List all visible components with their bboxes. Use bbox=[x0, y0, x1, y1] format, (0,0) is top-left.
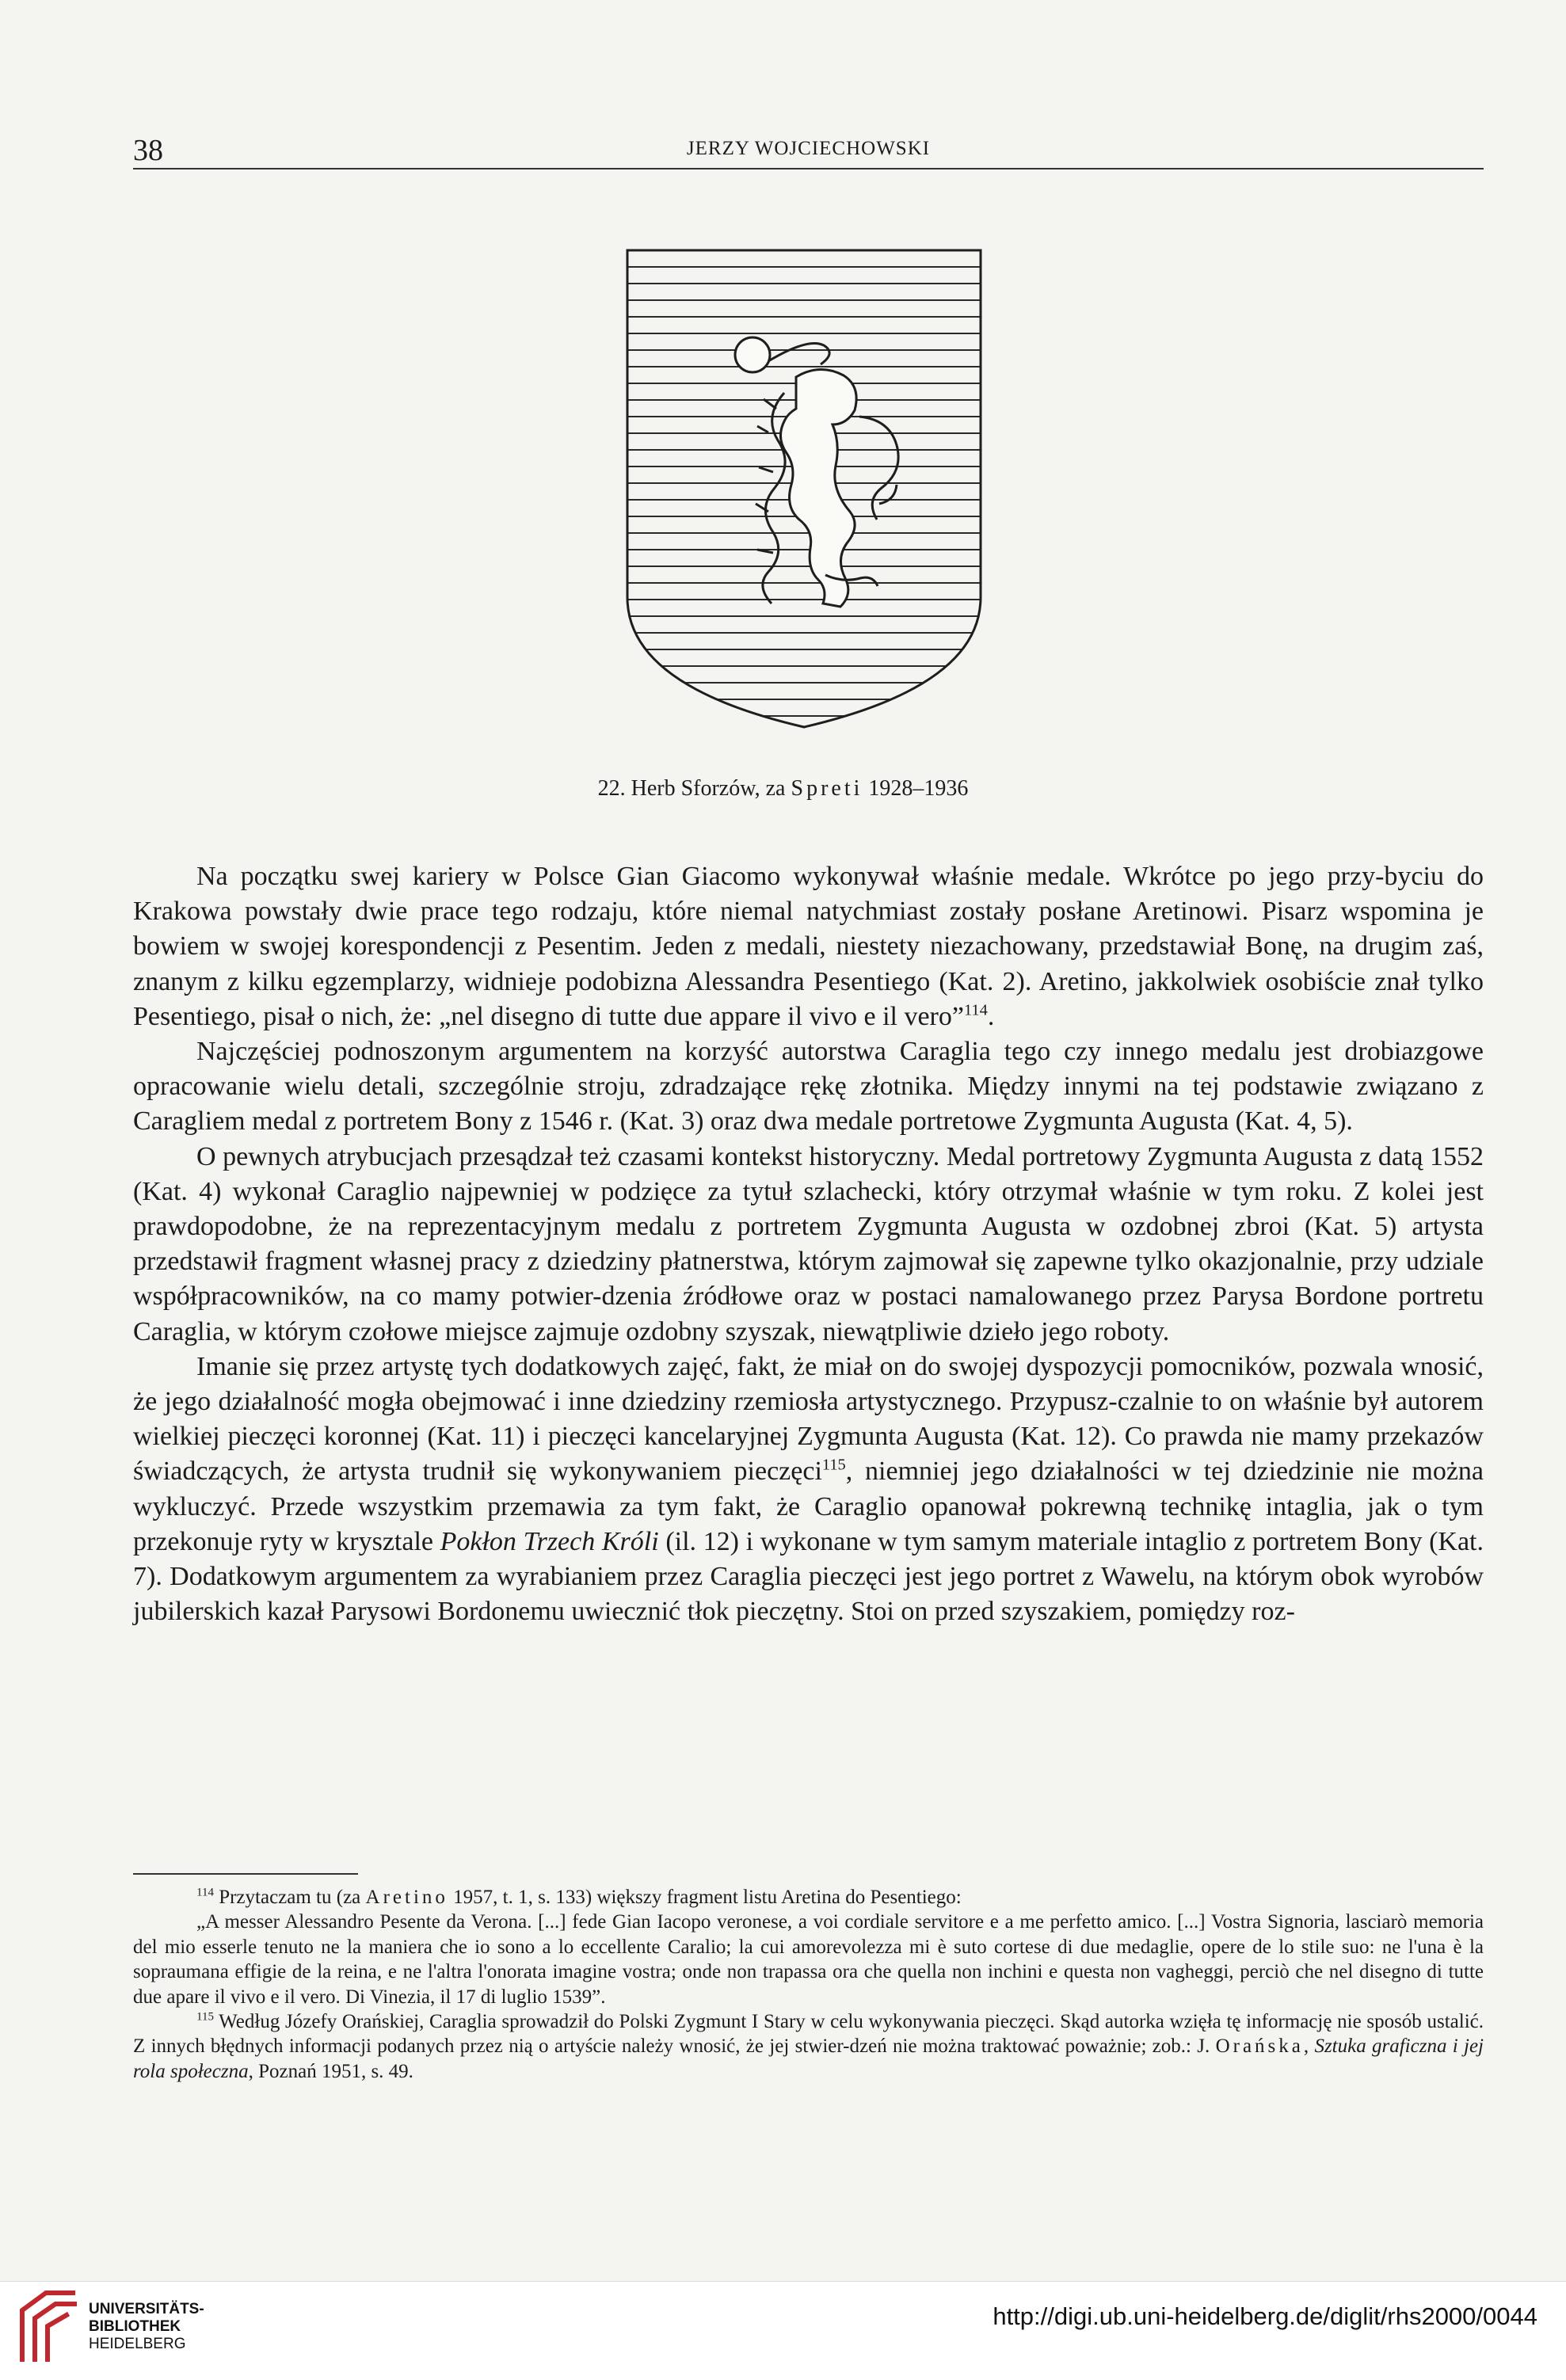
main-text bbox=[133, 859, 1484, 1629]
document-url-link[interactable]: http://digi.ub.uni-heidelberg.de/diglit/rhs2000/0044 bbox=[993, 2302, 1537, 2330]
footnote-114-quote: „A messer Alessandro Pesente da Verona. [...] fede Gian Iacopo veronese, a voi cordiale servitore e a me perfetto amico. [...] Vostra Signoria, lasciarò memoria del mio esserle tenuto ne la maniera che io sono a lo eccellente Caralio; la cui amorevolezza mi è suto cortese di due medaglie, opere de lo stile suo: ne l'una è la sopraumana effigie de la reina, e ne l'altra l'onorata imagine vostra; onde non trapassa ora che quella non inchini e questa non vagheggi, perciò che nel disegno di tutte due apare il vivo e il vero. Di Vinezia, il 17 di luglio 1539”. bbox=[133, 1911, 1484, 2008]
footnote-115-separator: , bbox=[1303, 2035, 1315, 2058]
footnote-114-number: 114 bbox=[196, 1886, 214, 1899]
paragraph-4-text-b: , niemniej jego działalności w tej dziedzinie nie można wykluczyć. Przede wszystkim przemawia za tym fakt, że Caraglio opanował pokrewną technikę intaglia, jak o tym przekonuje ryty w krysztale bbox=[133, 1457, 1484, 1556]
page-number: 38 bbox=[133, 134, 163, 167]
footnote-115-text: Według Józefy Orańskiej, Caraglia sprowadził do Polski Zygmunt I Stary w celu wykonywania pieczęci. Skąd autorka wzięła tę informację nie sposób ustalić. Z innych błędnych informacji podanych przez nią o artyście należy wnosić, że jej stwier-dzeń nie można traktować poważnie; zob.: J. bbox=[133, 2011, 1484, 2058]
footnotes bbox=[133, 1885, 1484, 2084]
paragraph-3: O pewnych atrybucjach przesądzał też czasami kontekst historyczny. Medal portretowy Zygmunta Augusta z datą 1552 (Kat. 4) wykonał Caraglio najpewniej w podzięce za tytuł szlachecki, który otrzymał właśnie w tym roku. Z kolei jest prawdopodobne, że na reprezentacyjnym medalu z portretem Zygmunta Augusta w ozdobnej zbroi (Kat. 5) artysta przedstawił fragment własnej pracy z dziedziny płatnerstwa, którym zajmował się zapewne tylko okazjonalnie, przy udziale współpracowników, na co mamy potwier-dzenia źródłowe oraz w postaci namalowanego przez Parysa Bordone portretu Caraglia, w którym czołowe miejsce zajmuje ozdobny szyszak, niewątpliwie dzieło jego roboty. bbox=[133, 1141, 1484, 1346]
footnote-115-source: , Poznań 1951, s. 49. bbox=[248, 2060, 413, 2082]
paragraph-2: Najczęściej podnoszonym argumentem na korzyść autorstwa Caraglia tego czy innego medalu jest drobiazgowe opracowanie wielu detali, szczególnie stroju, zdradzające rękę złotnika. Między innymi na tej podstawie związano z Caragliem medal z portretem Bony z 1546 r. (Kat. 3) oraz dwa medale portretowe Zygmunta Augusta (Kat. 4, 5). bbox=[133, 1037, 1484, 1137]
footnote-114 bbox=[133, 1885, 1484, 1910]
paragraph-1-text: Na początku swej kariery w Polsce Gian Giacomo wykonywał właśnie medale. Wkrótce po jego przy-byciu do Krakowa powstały dwie prace tego rodzaju, które niemal natychmiast zostały posłane Aretinowi. Pisarz wspomina je bowiem w swojej korespondencji z Pesentim. Jeden z medali, niestety niezachowany, przedstawiał Bonę, na drugim zaś, znanym z kilku egzemplarzy, widnieje podobizna Alessandra Pesentiego (Kat. 2). Aretino, jakkolwiek osobiście znał tylko Pesentiego, pisał o nich, że: „nel disegno di tutte due appare il vivo e il vero” bbox=[133, 862, 1484, 1031]
sforza-coat-of-arms-figure bbox=[618, 242, 990, 733]
footnote-115-author: Orańska bbox=[1215, 2035, 1304, 2058]
footnote-divider bbox=[133, 1873, 358, 1875]
caption-text: 22. Herb Sforzów, za bbox=[597, 776, 791, 801]
artwork-title: Pokłon Trzech Króli bbox=[440, 1526, 659, 1556]
figure-caption bbox=[0, 776, 1566, 802]
paragraph-4-text-c: (il. 12) i wykonane w tym samym materiale intaglio z portretem Bony (Kat. 7). Dodatkowym argumentem za wyrabianiem przez Caraglia pieczęci jest jego portret z Wawelu, na którym obok wyrobów jubilerskich kazał Parysowi Bordonemu uwiecznić tłok pieczętny. Stoi on przed szyszakiem, pomiędzy roz- bbox=[133, 1526, 1484, 1627]
footnote-115-number: 115 bbox=[196, 2010, 214, 2024]
running-head: JERZY WOJCIECHOWSKI bbox=[686, 138, 931, 159]
paragraph-4-text-a: Imanie się przez artystę tych dodatkowych zajęć, fakt, że miał on do swojej dyspozycji pomocników, pozwala wnosić, że jego działalność mogła obejmować i inne dziedziny rzemiosła artystycznego. Przypusz-czalnie to on właśnie był autorem wielkiej pieczęci koronnej (Kat. 11) i pieczęci kancelaryjnej Zygmunta Augusta (Kat. 12). Co prawda nie mamy przekazów świadczących, że artysta trudnił się wykonywaniem pieczęci bbox=[133, 1351, 1484, 1487]
paragraph-1-end: . bbox=[987, 1001, 995, 1031]
page-header bbox=[133, 133, 1484, 169]
caption-author: Spreti bbox=[791, 776, 863, 801]
footnote-ref-114[interactable]: 114 bbox=[963, 1001, 988, 1019]
library-name-line-2: BIBLIOTHEK bbox=[89, 2318, 181, 2335]
footer-bar bbox=[0, 2281, 1566, 2380]
footnote-114-text: Przytaczam tu (za bbox=[213, 1887, 366, 1908]
heidelberg-library-logo-icon bbox=[11, 2287, 82, 2366]
footnote-ref-115[interactable]: 115 bbox=[821, 1457, 846, 1475]
footnote-114-author: Aretino bbox=[365, 1887, 448, 1908]
library-name-line-3: HEIDELBERG bbox=[89, 2336, 186, 2352]
footnote-114-source: 1957, t. 1, s. 133) większy fragment listu Aretina do Pesentiego: bbox=[448, 1887, 962, 1908]
paragraph-1 bbox=[133, 859, 1484, 1034]
caption-date: 1928–1936 bbox=[863, 776, 969, 801]
footnote-115-title: Sztuka graficzna i jej rola społeczna bbox=[133, 2035, 1484, 2082]
library-name-line-1: UNIVERSITÄTS- bbox=[89, 2301, 204, 2317]
footnote-115 bbox=[133, 2009, 1484, 2084]
library-name bbox=[89, 2301, 204, 2353]
paragraph-4 bbox=[133, 1350, 1484, 1630]
